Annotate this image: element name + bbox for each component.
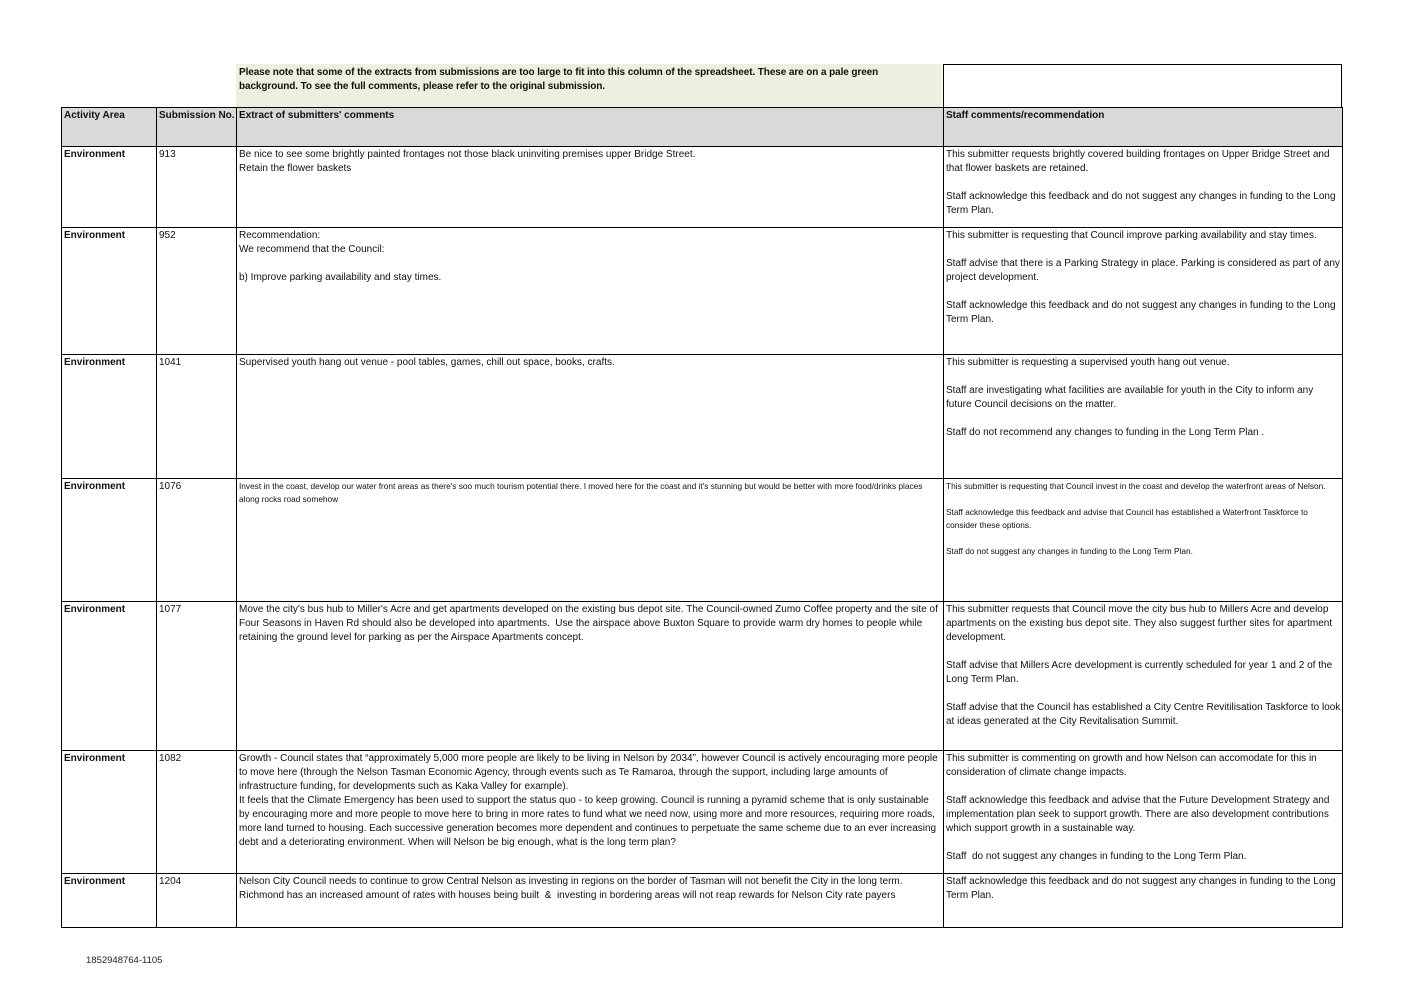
staff-comment-line: This submitter is requesting a supervised youth hang out venue.: [946, 357, 1230, 368]
submission-no-cell: 1041: [157, 355, 237, 479]
table-row: [62, 602, 1343, 751]
staff-comment-line: [946, 687, 1341, 701]
table-row: [62, 751, 1343, 874]
staff-comment-line: [946, 645, 1341, 659]
staff-comment-cell: [944, 147, 1343, 228]
staff-comment-line: Staff acknowledge this feedback and advise that the Future Development Strategy and implementation plan seek to support growth. There are also development contributions which support growth in a sustainable way.: [946, 795, 1333, 834]
staff-comment-cell: [944, 355, 1343, 479]
table-row: [62, 874, 1343, 928]
note-empty-cell: [943, 64, 1342, 108]
extract-line: Recommendation:: [239, 230, 321, 241]
staff-comment-line: Staff advise that there is a Parking Strategy in place. Parking is considered as part of any project development.: [946, 258, 1343, 283]
staff-comment-line: Staff advise that the Council has established a City Centre Revitilisation Taskforce to look at ideas generated at the City Revitalisation Summit.: [946, 702, 1344, 727]
header-submission-no: Submission No.: [157, 108, 237, 147]
extract-cell: [237, 355, 944, 479]
activity-area-cell: Environment: [62, 751, 157, 874]
staff-comment-line: Staff do not suggest any changes in funding to the Long Term Plan.: [946, 546, 1193, 556]
staff-comment-cell: [944, 751, 1343, 874]
staff-comment-line: This submitter is requesting that Council invest in the coast and develop the waterfront areas of Nelson.: [946, 481, 1326, 491]
staff-comment-line: This submitter requests brightly covered building frontages on Upper Bridge Street and that flower baskets are retained.: [946, 149, 1333, 174]
staff-comment-line: [946, 493, 1341, 506]
submission-no-cell: 913: [157, 147, 237, 228]
header-staff-comments: Staff comments/recommendation: [944, 108, 1343, 147]
submission-no-cell: 1076: [157, 479, 237, 602]
staff-comment-line: This submitter is requesting that Council improve parking availability and stay times.: [946, 230, 1317, 241]
extract-line: We recommend that the Council:: [239, 244, 385, 255]
staff-comment-cell: [944, 874, 1343, 928]
staff-comment-line: [946, 412, 1341, 426]
extract-line: b) Improve parking availability and stay times.: [239, 272, 442, 283]
extract-cell: [237, 874, 944, 928]
extract-line: Invest in the coast, develop our water front areas as there's soo much tourism potential there. I moved here for the coast and it's stunning but would be better with more food/drinks places along rocks road somehow: [239, 481, 925, 504]
submission-no-cell: 1082: [157, 751, 237, 874]
staff-comment-line: [946, 285, 1341, 299]
staff-comment-cell: [944, 228, 1343, 355]
submission-no-cell: 952: [157, 228, 237, 355]
activity-area-cell: Environment: [62, 228, 157, 355]
table-row: [62, 479, 1343, 602]
staff-comment-line: [946, 780, 1341, 794]
header-row: [62, 108, 1343, 147]
extract-line: Move the city's bus hub to Miller's Acre and get apartments developed on the existing bus depot site. The Council-owned Zumo Coffee property and the site of Four Seasons in Haven Rd should also be developed into apartments. Use the airspace above Buxton Square to provide warm dry homes to people while retaining the ground level for parking as per the Airspace Apartments concept.: [239, 604, 941, 643]
staff-comment-line: This submitter requests that Council move the city bus hub to Millers Acre and develop apartments on the existing bus depot site. They also suggest further sites for apartment development.: [946, 604, 1335, 643]
extract-line: Growth - Council states that “approximately 5,000 more people are likely to be living in Nelson by 2034”, however Council is actively encouraging more people to move here (through the Nelson Tasman Economic Agency, through events such as Te Ramaroa, through the support, including large amounts of infrastructure funding, for developments such as Kaka Valley for example).: [239, 753, 941, 792]
staff-comment-line: [946, 176, 1341, 190]
staff-comment-line: [946, 836, 1341, 850]
staff-comment-line: Staff acknowledge this feedback and do not suggest any changes in funding to the Long Term Plan.: [946, 876, 1339, 901]
staff-comment-line: Staff are investigating what facilities are available for youth in the City to inform any future Council decisions on the matter.: [946, 385, 1317, 410]
spreadsheet-note: Please note that some of the extracts from submissions are too large to fit into this column of the spreadsheet. These are on a pale green background. To see the full comments, please refer to the original submission.: [236, 64, 942, 107]
activity-area-cell: Environment: [62, 147, 157, 228]
staff-comment-line: Staff do not recommend any changes to funding in the Long Term Plan .: [946, 427, 1265, 438]
activity-area-cell: Environment: [62, 602, 157, 751]
staff-comment-line: Staff acknowledge this feedback and do not suggest any changes in funding to the Long Term Plan.: [946, 191, 1339, 216]
extract-cell: [237, 602, 944, 751]
extract-line: Supervised youth hang out venue - pool tables, games, chill out space, books, crafts.: [239, 357, 615, 368]
extract-line: Retain the flower baskets: [239, 163, 352, 174]
header-activity-area: Activity Area: [62, 108, 157, 147]
extract-line: It feels that the Climate Emergency has been used to support the status quo - to keep growing. Council is running a pyramid scheme that is only sustainable by encouraging more and more people to move here to bring in more rates to fund what we need now, using more and more resources, requiring more roads, more land turned to housing. Each successive generation becomes more dependent and continues to perpetuate the same scheme due to an ever increasing debt and a deteriorating environment. When will Nelson be big enough, what is the long term plan?: [239, 795, 939, 848]
submission-no-cell: 1077: [157, 602, 237, 751]
table-row: [62, 228, 1343, 355]
submissions-table: [61, 107, 1343, 928]
staff-comment-cell: [944, 602, 1343, 751]
staff-comment-line: [946, 370, 1341, 384]
extract-cell: [237, 147, 944, 228]
activity-area-cell: Environment: [62, 874, 157, 928]
table-row: [62, 147, 1343, 228]
activity-area-cell: Environment: [62, 479, 157, 602]
extract-line: [239, 257, 942, 271]
staff-comment-line: [946, 243, 1341, 257]
staff-comment-line: Staff advise that Millers Acre development is currently scheduled for year 1 and 2 of the Long Term Plan.: [946, 660, 1335, 685]
document-id: 1852948764-1105: [86, 955, 163, 966]
extract-line: Nelson City Council needs to continue to grow Central Nelson as investing in regions on the border of Tasman will not benefit the City in the long term. Richmond has an increased amount of rates with houses being built & investing in bordering areas will not reap rewards for Nelson City rate payers: [239, 876, 909, 901]
activity-area-cell: Environment: [62, 355, 157, 479]
submission-no-cell: 1204: [157, 874, 237, 928]
staff-comment-line: This submitter is commenting on growth and how Nelson can accomodate for this in consideration of climate change impacts.: [946, 753, 1320, 778]
table-row: [62, 355, 1343, 479]
extract-cell: [237, 751, 944, 874]
staff-comment-line: Staff acknowledge this feedback and do not suggest any changes in funding to the Long Term Plan.: [946, 300, 1339, 325]
staff-comment-cell: [944, 479, 1343, 602]
staff-comment-line: [946, 532, 1341, 545]
extract-cell: [237, 479, 944, 602]
header-extract: Extract of submitters' comments: [237, 108, 944, 147]
extract-line: Be nice to see some brightly painted frontages not those black uninviting premises upper Bridge Street.: [239, 149, 696, 160]
staff-comment-line: Staff acknowledge this feedback and advise that Council has established a Waterfront Taskforce to consider these options.: [946, 507, 1311, 530]
extract-cell: [237, 228, 944, 355]
staff-comment-line: Staff do not suggest any changes in funding to the Long Term Plan.: [946, 851, 1247, 862]
